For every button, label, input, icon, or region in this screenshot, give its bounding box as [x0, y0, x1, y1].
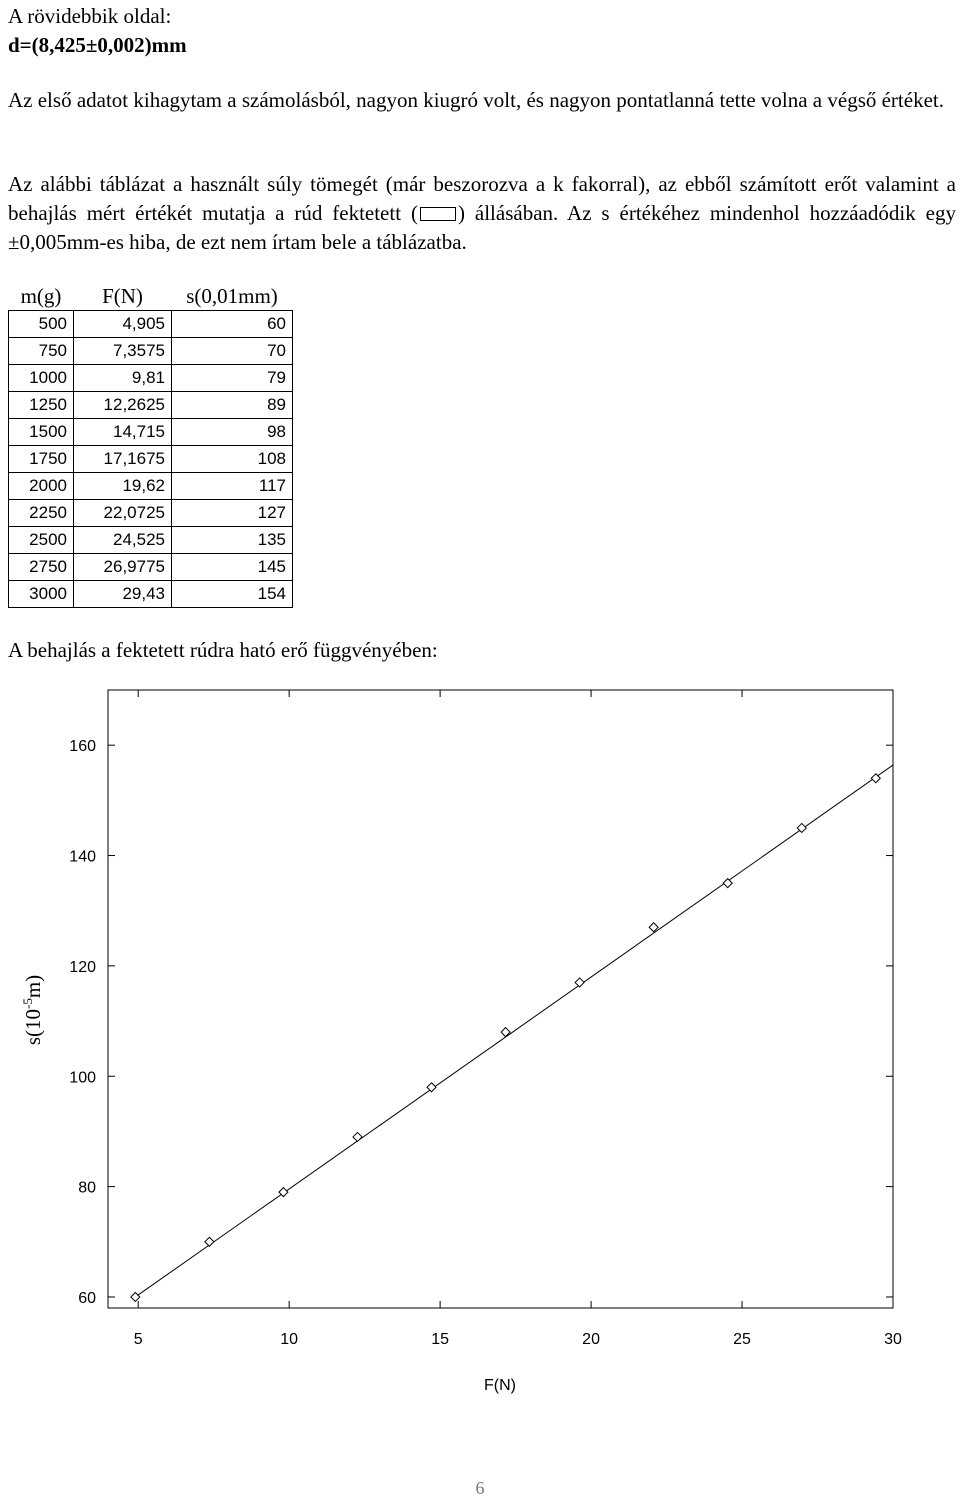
paragraph-table-description [8, 170, 956, 257]
cell-mass: 750 [9, 338, 74, 365]
y-axis-label-unit: m) [21, 974, 45, 999]
data-point [131, 1292, 140, 1301]
cell-force: 7,3575 [74, 338, 172, 365]
y-tick-label: 100 [69, 1069, 96, 1087]
y-tick-label: 80 [78, 1179, 96, 1197]
cell-force: 29,43 [74, 581, 172, 608]
plot-frame [108, 690, 893, 1308]
cell-deflection: 89 [172, 392, 293, 419]
x-tick-label: 20 [582, 1331, 600, 1348]
horizontal-bar-icon [420, 207, 456, 221]
cell-force: 17,1675 [74, 446, 172, 473]
table-header-row [9, 282, 293, 311]
measurement-result: d=(8,425±0,002)mm [8, 33, 187, 57]
y-tick-label: 60 [78, 1289, 96, 1307]
cell-deflection: 145 [172, 554, 293, 581]
cell-force: 14,715 [74, 419, 172, 446]
x-axis-label: F(N) [484, 1377, 516, 1394]
cell-deflection: 108 [172, 446, 293, 473]
table-row [9, 311, 293, 338]
cell-deflection: 135 [172, 527, 293, 554]
table-row [9, 527, 293, 554]
y-tick-label: 160 [69, 738, 96, 756]
table-header-mass: m(g) [20, 283, 62, 308]
data-table [8, 282, 293, 608]
cell-force: 26,9775 [74, 554, 172, 581]
table-body [9, 311, 293, 608]
cell-mass: 2500 [9, 527, 74, 554]
page-number: 6 [475, 1478, 485, 1498]
data-point [723, 879, 732, 888]
paragraph-omitted-data: Az első adatot kihagytam a számolásból, nagyon kiugró volt, és nagyon pontatlanná tette volna a végső értéket. [8, 88, 944, 112]
table-row [9, 500, 293, 527]
table-row [9, 365, 293, 392]
x-tick-label: 25 [733, 1331, 751, 1348]
table-row [9, 419, 293, 446]
data-point [575, 978, 584, 987]
cell-force: 24,525 [74, 527, 172, 554]
table-row [9, 338, 293, 365]
cell-deflection: 60 [172, 311, 293, 338]
cell-mass: 3000 [9, 581, 74, 608]
cell-mass: 1000 [9, 365, 74, 392]
cell-mass: 2750 [9, 554, 74, 581]
x-tick-label: 15 [431, 1331, 450, 1348]
cell-mass: 2000 [9, 473, 74, 500]
table-row [9, 473, 293, 500]
cell-force: 4,905 [74, 311, 172, 338]
cell-mass: 1250 [9, 392, 74, 419]
cell-mass: 2250 [9, 500, 74, 527]
cell-mass: 1750 [9, 446, 74, 473]
table-row [9, 392, 293, 419]
x-tick-label: 10 [280, 1331, 299, 1348]
cell-deflection: 117 [172, 473, 293, 500]
y-tick-label: 140 [69, 848, 96, 866]
y-tick-label: 120 [69, 958, 96, 976]
cell-mass: 1500 [9, 419, 74, 446]
paragraph-text-after: ) állásában. Az s értékéhez mindenhol hozzáadódik egy ±0,005mm-es hiba, de ezt nem írtam bele a táblázatba. [8, 201, 956, 254]
cell-deflection: 154 [172, 581, 293, 608]
cell-deflection: 70 [172, 338, 293, 365]
cell-force: 19,62 [74, 473, 172, 500]
cell-force: 22,0725 [74, 500, 172, 527]
y-axis-label [20, 975, 45, 1045]
fit-line [135, 765, 893, 1297]
cell-deflection: 79 [172, 365, 293, 392]
y-axis-label-exponent: -5 [20, 998, 35, 1009]
data-point [353, 1132, 362, 1141]
cell-deflection: 127 [172, 500, 293, 527]
chart-caption: A behajlás a fektetett rúdra ható erő függvényében: [8, 638, 438, 662]
y-axis-label-base: s(10 [21, 1009, 45, 1046]
scatter-chart [0, 680, 960, 1440]
cell-mass: 500 [9, 311, 74, 338]
table-header-force: F(N) [102, 283, 143, 308]
x-tick-label: 5 [133, 1331, 143, 1348]
table-header-deflection: s(0,01mm) [186, 283, 278, 308]
section-title: A rövidebbik oldal: [8, 4, 172, 28]
paragraph-text-before: Az alábbi táblázat a használt súly tömegét (már beszorozva a k fakorral), az ebből számított erőt valamint a behajlás mért értékét mutatja a rúd fektetett ( [8, 172, 956, 225]
cell-force: 12,2625 [74, 392, 172, 419]
data-point [427, 1083, 436, 1092]
data-point [205, 1237, 214, 1246]
table-row [9, 581, 293, 608]
table-row [9, 446, 293, 473]
table-row [9, 554, 293, 581]
cell-force: 9,81 [74, 365, 172, 392]
cell-deflection: 98 [172, 419, 293, 446]
x-tick-label: 30 [884, 1331, 902, 1348]
